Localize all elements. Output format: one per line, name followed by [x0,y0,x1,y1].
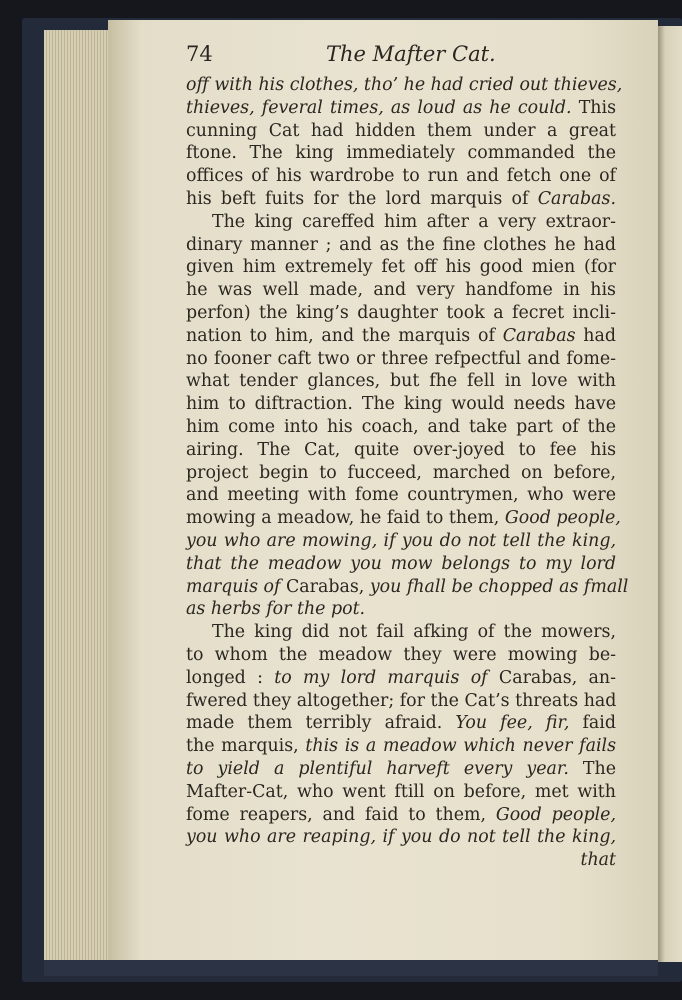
italic-text-segment: that the meadow you mow belongs to my lord [186,553,616,574]
text-line [186,370,616,393]
italic-text-segment: you who are mowing, if you do not tell the king, [186,530,616,551]
text-line [186,484,616,507]
text-line [186,302,616,325]
text-line [186,690,616,713]
text-segment: The king did not fail afking of the mowers, [212,622,616,643]
running-head: The Mafter Cat. [326,42,496,66]
text-line [186,416,616,439]
text-segment: ftone. The king immediately commanded the [186,143,616,164]
text-segment: This [571,97,616,118]
text-line [186,211,616,234]
text-line [186,849,616,872]
italic-text-segment: this is a meadow which never fails [305,736,617,757]
text-segment: no fooner caft two or three refpectful and fome- [186,348,616,369]
text-line [186,781,616,804]
text-line [186,621,616,644]
text-line [186,826,616,849]
facing-page-edge [658,26,682,962]
text-line [186,325,616,348]
text-line [186,553,616,576]
text-segment: Mafter-Cat, who went ftill on before, met with [186,781,616,802]
text-segment: dinary manner ; and as the fine clothes he had [186,234,616,255]
text-line [186,188,616,211]
text-line [186,74,623,97]
text-line [186,507,621,530]
text-segment: the marquis, [186,736,306,757]
text-line [186,439,616,462]
text-segment: given him extremely fet off his good mien (for [186,257,616,278]
book-bottom-edge [44,960,658,976]
text-line [186,758,616,781]
text-line [186,667,616,690]
text-segment: offices of his wardrobe to run and fetch one of [186,166,616,187]
text-line [186,120,616,143]
body-text [186,74,629,872]
text-segment: him come into his coach, and take part of the [186,416,616,437]
text-segment: The king careffed him after a very extraor- [212,211,616,232]
text-segment: mowing a meadow, he faid to them, [186,508,505,529]
text-line [186,97,616,120]
text-segment: fwered they altogether; for the Cat’s threats had [186,690,617,711]
text-line [186,279,616,302]
italic-text-segment: thieves, feveral times, as loud as he could. [186,97,572,118]
text-line [186,598,616,621]
text-segment: perfon) the king’s daughter took a fecret incli- [186,302,616,323]
italic-text-segment: Carabas. [537,188,616,209]
page-number: 74 [186,42,213,66]
text-line [186,576,629,599]
text-segment: his beft fuits for the lord marquis of [186,188,538,209]
text-line [186,462,616,485]
italic-text-segment: off with his clothes, tho’ he had cried out thieves, [186,75,623,95]
text-line [186,142,616,165]
page-header [186,40,616,74]
text-segment: made them terribly afraid. [186,713,456,734]
text-line [186,644,616,667]
italic-text-segment: You fee, fir, [455,713,570,734]
italic-text-segment: to my lord marquis of [274,667,499,688]
text-segment: Carabas, [285,576,370,597]
text-segment: faid [569,713,616,734]
text-segment: what tender glances, but fhe fell in love with [186,371,616,392]
text-line [186,804,616,827]
text-segment: The [568,758,617,779]
page-text [186,40,629,872]
italic-text-segment: you fhall be chopped as fmall [369,576,629,597]
text-line [186,712,616,735]
text-segment: cunning Cat had hidden them under a great [186,120,616,141]
italic-text-segment: Carabas [502,325,576,346]
italic-text-segment: that [580,850,616,871]
text-segment: airing. The Cat, quite over-joyed to fee his [186,439,616,460]
italic-text-segment: you who are reaping, if you do not tell the king, [186,827,616,848]
text-segment: and meeting with fome countrymen, who were [186,485,616,506]
text-line [186,393,616,416]
text-line [186,234,616,257]
italic-text-segment: to yield a plentiful harveft every year. [186,758,569,779]
italic-text-segment: Good people, [495,804,616,825]
text-line [186,256,616,279]
text-line [186,735,616,758]
text-segment: longed : [186,667,275,688]
text-line [186,348,616,371]
italic-text-segment: Good people, [504,508,621,529]
text-segment: Carabas, an- [498,667,616,688]
text-segment: nation to him, and the marquis of [186,325,503,346]
text-segment: he was well made, and very handfome in his [186,280,616,301]
text-segment: fome reapers, and faid to them, [186,804,496,825]
italic-text-segment: marquis of [186,576,286,597]
text-segment: him to diftraction. The king would needs have [186,394,616,415]
text-line [186,530,616,553]
text-line [186,165,616,188]
text-segment: to whom the meadow they were mowing be- [186,644,616,665]
text-segment: project begin to fucceed, marched on before, [186,462,616,483]
text-segment: had [575,325,617,346]
italic-text-segment: as herbs for the pot. [186,599,366,620]
